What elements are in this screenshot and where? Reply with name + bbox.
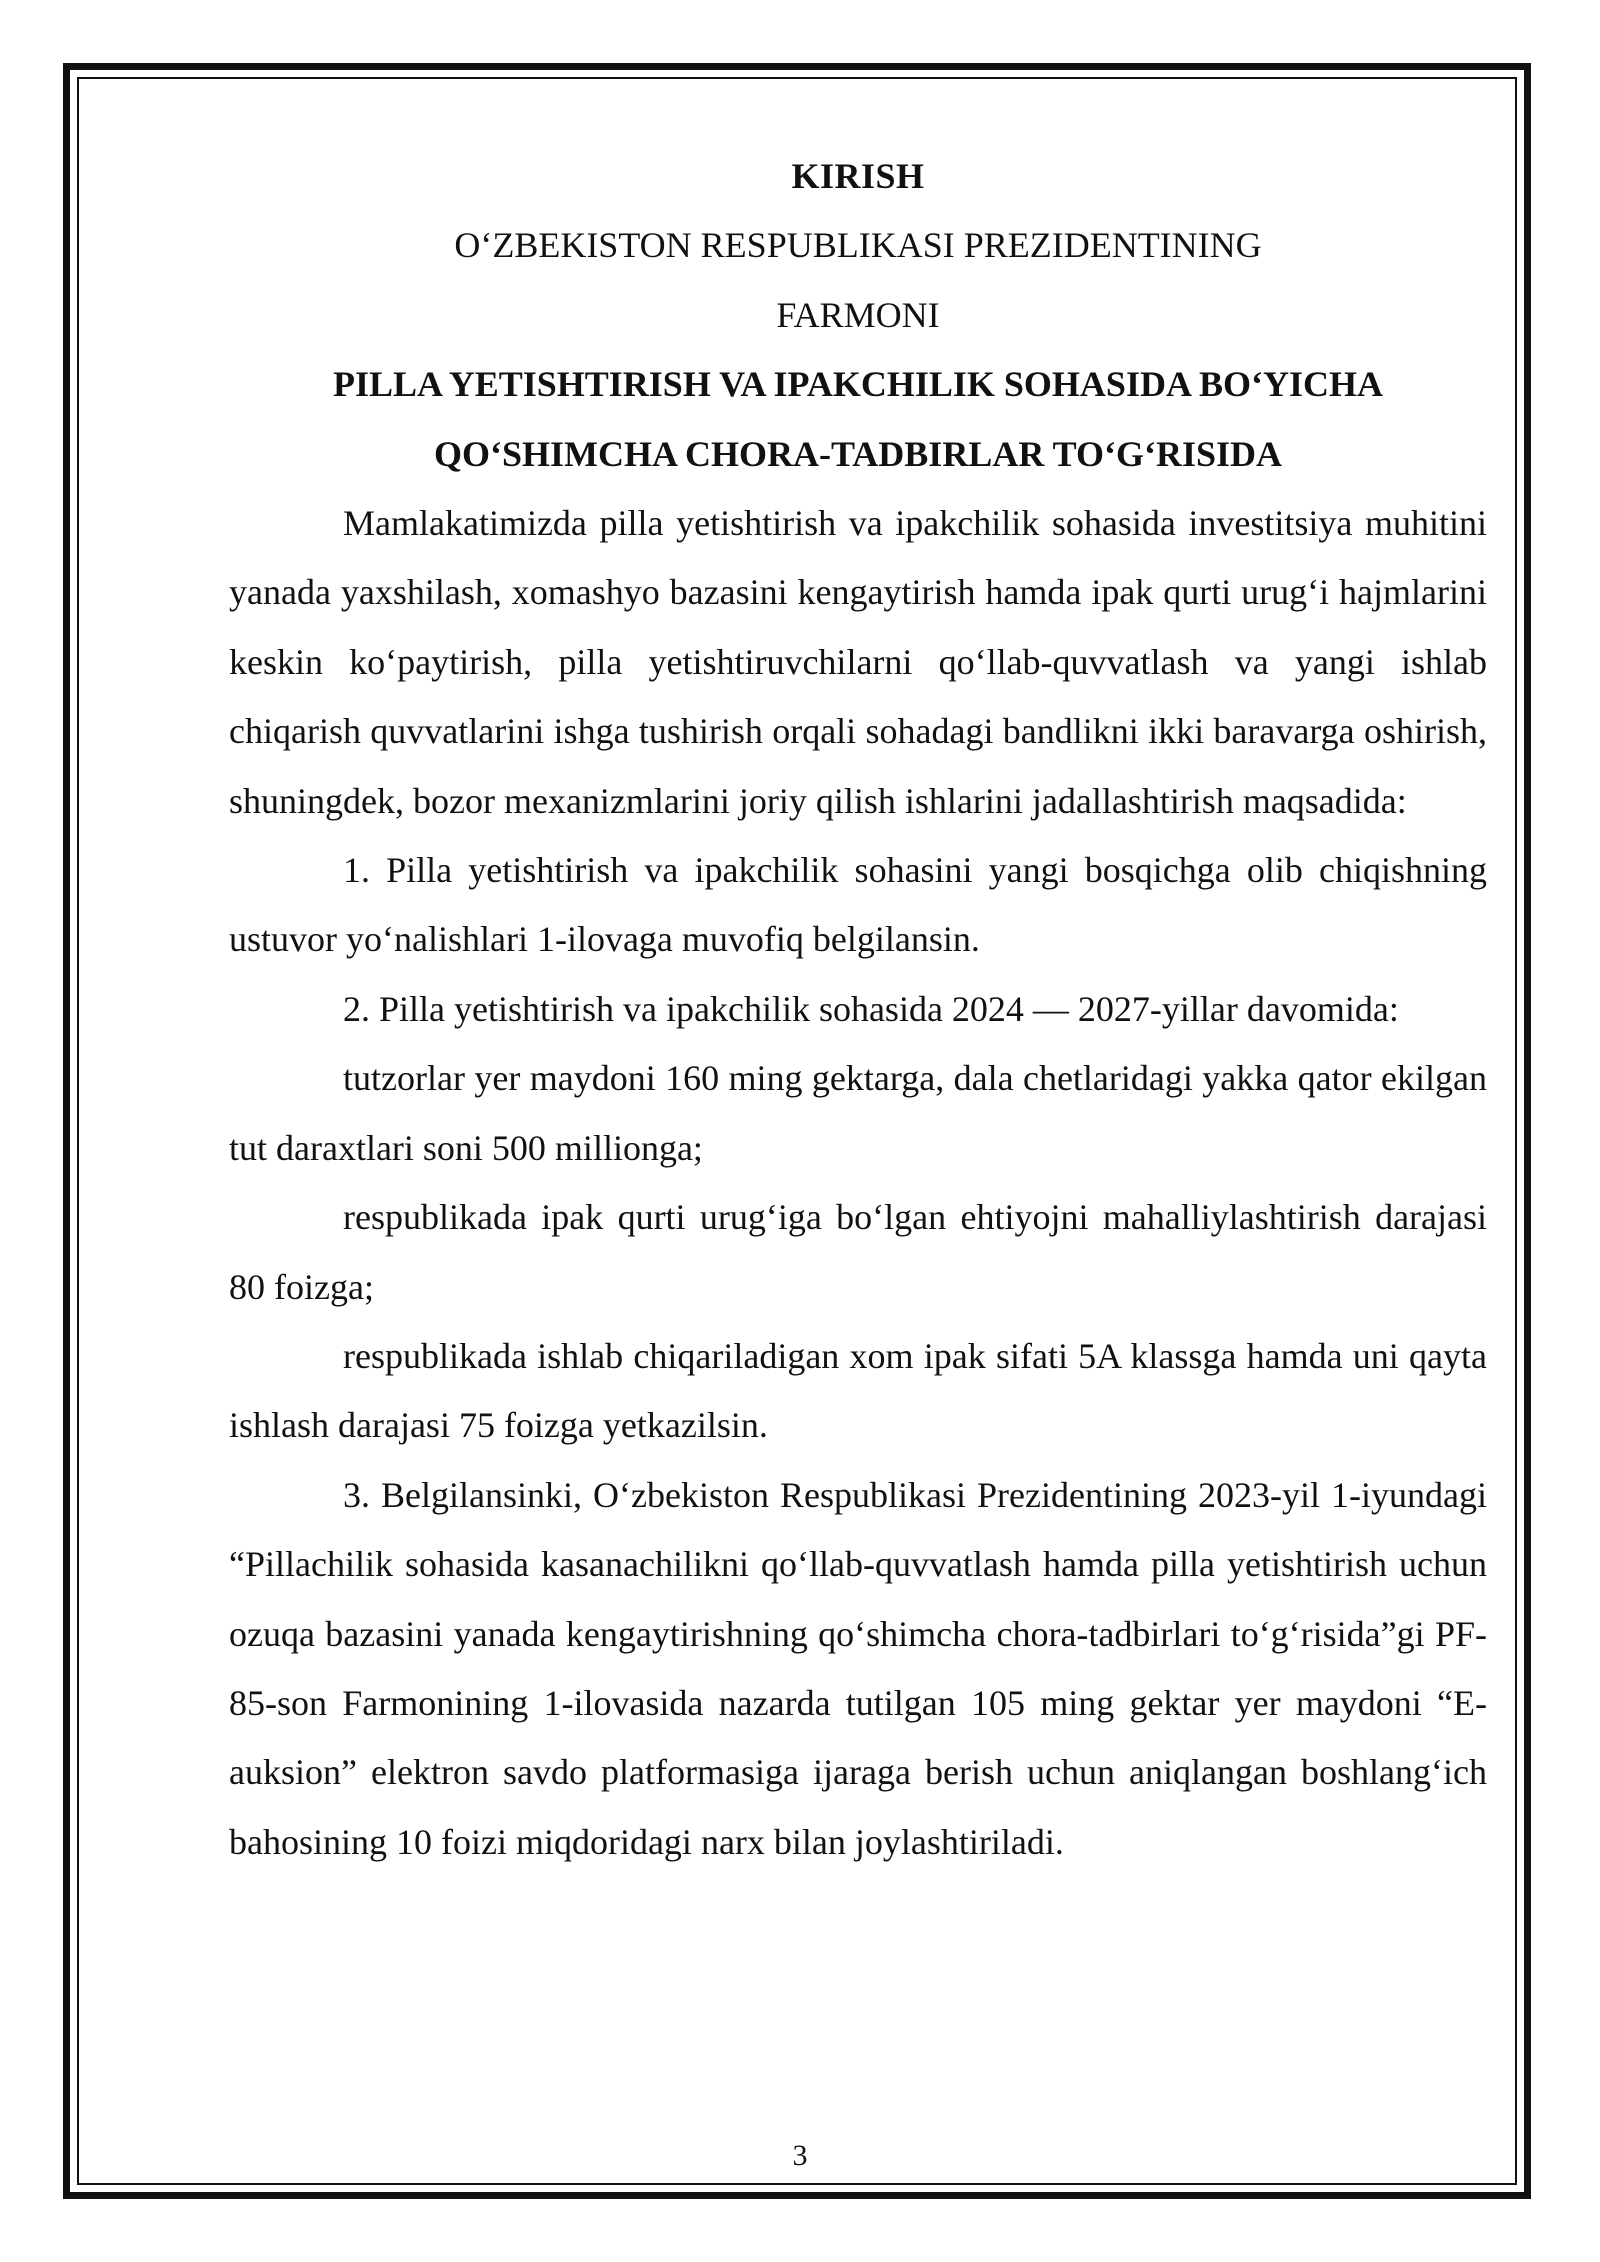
issuer-line-2: FARMONI [776, 294, 940, 335]
paragraph-item-2-b: respublikada ipak qurti urug‘iga bo‘lgan ehtiyojni mahalliylashtirish darajasi 80 foizga; [229, 1197, 1487, 1307]
section-title: KIRISH [791, 156, 925, 196]
paragraph-item-3: 3. Belgilansinki, O‘zbekiston Respublikasi Prezidentining 2023-yil 1-iyundagi “Pillachilik sohasida kasanachilikni qo‘llab-quvvatlash hamda pilla yetishtirish uchun ozuqa bazasini yanada kengaytirishning qo‘shimcha chora-tadbirlari to‘g‘risida”gi PF-85-son Farmonining 1-ilovasida nazarda tutilgan 105 ming gektar yer maydoni “E-auksion” elektron savdo platformasiga ijaraga berish uchun aniqlangan boshlang‘ich bahosining 10 foizi miqdoridagi narx bilan joylashtiriladi. [229, 1474, 1487, 1862]
decree-title-line-1: PILLA YETISHTIRISH VA IPAKCHILIK SOHASIDA BO‘YICHA [333, 364, 1383, 405]
paragraph-item-2: 2. Pilla yetishtirish va ipakchilik sohasida 2024 — 2027-yillar davomida: [343, 988, 1399, 1029]
paragraph-item-2-a: tutzorlar yer maydoni 160 ming gektarga, dala chetlaridagi yakka qator ekilgan tut daraxtlari soni 500 millionga; [229, 1058, 1487, 1168]
page-number: 3 [792, 2139, 808, 2172]
paragraph-item-2-c: respublikada ishlab chiqariladigan xom ipak sifati 5A klassga hamda uni qayta ishlash darajasi 75 foizga yetkazilsin. [229, 1335, 1487, 1446]
page-content [229, 142, 1487, 1877]
decree-title-line-2: QO‘SHIMCHA CHORA-TADBIRLAR TO‘G‘RISIDA [433, 433, 1283, 474]
paragraph-item-1: 1. Pilla yetishtirish va ipakchilik sohasini yangi bosqichga olib chiqishning ustuvor yo‘nalishlari 1-ilovaga muvofiq belgilansin. [229, 850, 1487, 960]
issuer-line-1: O‘ZBEKISTON RESPUBLIKASI PREZIDENTINING [454, 225, 1262, 266]
paragraph-preamble: Mamlakatimizda pilla yetishtirish va ipakchilik sohasida investitsiya muhitini yanada yaxshilash, xomashyo bazasini kengaytirish hamda ipak qurti urug‘i hajmlarini keskin ko‘paytirish, pilla yetishtiruvchilarni qo‘llab-quvvatlash va yangi ishlab chiqarish quvvatlarini ishga tushirish orqali sohadagi bandlikni ikki baravarga oshirish, shuningdek, bozor mexanizmlarini joriy qilish ishlarini jadallashtirish maqsadida: [229, 503, 1487, 821]
